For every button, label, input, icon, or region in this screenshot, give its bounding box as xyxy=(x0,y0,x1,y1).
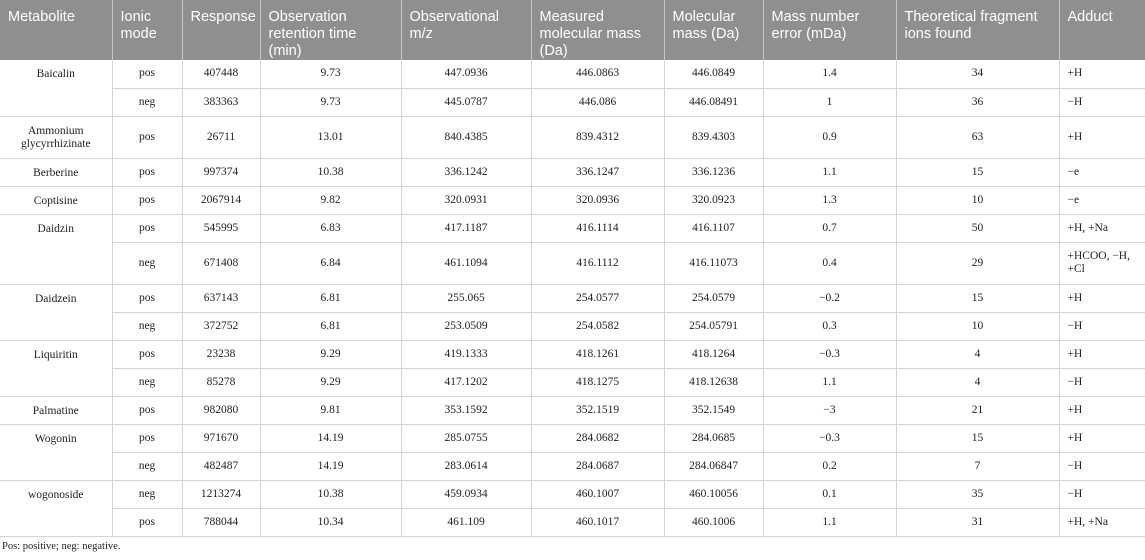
table-cell: 21 xyxy=(896,396,1059,424)
table-cell: 1.3 xyxy=(763,186,896,214)
table-cell: −3 xyxy=(763,396,896,424)
table-cell: 34 xyxy=(896,60,1059,88)
table-row xyxy=(0,284,1145,312)
table-cell: 0.4 xyxy=(763,242,896,284)
table-cell: −H xyxy=(1059,480,1145,508)
table-cell: 445.0787 xyxy=(401,88,531,116)
table-cell: 840.4385 xyxy=(401,116,531,158)
table-cell: 416.11073 xyxy=(664,242,763,284)
table-cell: 352.1519 xyxy=(531,396,664,424)
table-cell: 63 xyxy=(896,116,1059,158)
table-cell: 320.0931 xyxy=(401,186,531,214)
table-row xyxy=(0,396,1145,424)
metabolite-name-cell: Baicalin xyxy=(0,60,112,116)
table-cell: pos xyxy=(112,396,182,424)
table-cell: 1.1 xyxy=(763,368,896,396)
table-row xyxy=(0,368,1145,396)
table-cell: +H xyxy=(1059,340,1145,368)
table-cell: 31 xyxy=(896,508,1059,536)
table-cell: +H xyxy=(1059,60,1145,88)
header-ionic-mode: Ionic mode xyxy=(112,0,182,60)
table-cell: 1 xyxy=(763,88,896,116)
table-cell: 0.3 xyxy=(763,312,896,340)
table-cell: 14.19 xyxy=(260,452,401,480)
table-cell: 9.29 xyxy=(260,368,401,396)
table-cell: 9.73 xyxy=(260,88,401,116)
table-cell: 1.1 xyxy=(763,508,896,536)
table-cell: 982080 xyxy=(182,396,260,424)
table-cell: 4 xyxy=(896,368,1059,396)
table-cell: 460.1017 xyxy=(531,508,664,536)
table-cell: 85278 xyxy=(182,368,260,396)
table-cell: neg xyxy=(112,312,182,340)
table-cell: +H, +Na xyxy=(1059,214,1145,242)
table-cell: 352.1549 xyxy=(664,396,763,424)
table-cell: 447.0936 xyxy=(401,60,531,88)
metabolite-name-cell: Palmatine xyxy=(0,396,112,424)
header-fragment-ions: Theoretical fragment ions found xyxy=(896,0,1059,60)
table-cell: 971670 xyxy=(182,424,260,452)
table-cell: 460.1007 xyxy=(531,480,664,508)
table-row xyxy=(0,214,1145,242)
table-row xyxy=(0,480,1145,508)
table-cell: +H xyxy=(1059,116,1145,158)
table-cell: 461.1094 xyxy=(401,242,531,284)
table-cell: 461.109 xyxy=(401,508,531,536)
header-observational-mz: Observational m/z xyxy=(401,0,531,60)
table-cell: 15 xyxy=(896,158,1059,186)
metabolite-name-cell: Daidzein xyxy=(0,284,112,340)
table-cell: −e xyxy=(1059,186,1145,214)
table-row xyxy=(0,116,1145,158)
table-cell: 9.82 xyxy=(260,186,401,214)
table-cell: 254.0577 xyxy=(531,284,664,312)
table-cell: 407448 xyxy=(182,60,260,88)
metabolite-name-cell: Berberine xyxy=(0,158,112,186)
table-cell: 29 xyxy=(896,242,1059,284)
table-cell: neg xyxy=(112,452,182,480)
table-cell: 839.4303 xyxy=(664,116,763,158)
table-cell: pos xyxy=(112,508,182,536)
table-cell: pos xyxy=(112,158,182,186)
table-cell: 459.0934 xyxy=(401,480,531,508)
header-response: Response xyxy=(182,0,260,60)
table-cell: 23238 xyxy=(182,340,260,368)
table-cell: pos xyxy=(112,284,182,312)
table-cell: 283.0614 xyxy=(401,452,531,480)
table-cell: 15 xyxy=(896,424,1059,452)
table-cell: neg xyxy=(112,368,182,396)
table-cell: 460.10056 xyxy=(664,480,763,508)
table-cell: 6.81 xyxy=(260,284,401,312)
table-cell: 1.4 xyxy=(763,60,896,88)
table-cell: 446.08491 xyxy=(664,88,763,116)
table-cell: 419.1333 xyxy=(401,340,531,368)
table-cell: pos xyxy=(112,424,182,452)
table-cell: 320.0936 xyxy=(531,186,664,214)
table-row xyxy=(0,340,1145,368)
table-cell: 418.1261 xyxy=(531,340,664,368)
table-cell: 2067914 xyxy=(182,186,260,214)
table-cell: −H xyxy=(1059,312,1145,340)
header-measured-mass: Measured molecular mass (Da) xyxy=(531,0,664,60)
table-cell: 320.0923 xyxy=(664,186,763,214)
table-cell: 255.065 xyxy=(401,284,531,312)
table-cell: 284.0687 xyxy=(531,452,664,480)
table-cell: 254.0579 xyxy=(664,284,763,312)
table-cell: 545995 xyxy=(182,214,260,242)
table-cell: 0.1 xyxy=(763,480,896,508)
table-cell: 10 xyxy=(896,186,1059,214)
table-cell: 416.1114 xyxy=(531,214,664,242)
table-cell: neg xyxy=(112,480,182,508)
table-cell: 6.83 xyxy=(260,214,401,242)
table-row xyxy=(0,424,1145,452)
table-cell: 460.1006 xyxy=(664,508,763,536)
table-cell: 418.1275 xyxy=(531,368,664,396)
table-cell: 383363 xyxy=(182,88,260,116)
table-cell: 26711 xyxy=(182,116,260,158)
table-cell: neg xyxy=(112,88,182,116)
table-cell: 839.4312 xyxy=(531,116,664,158)
table-cell: 254.05791 xyxy=(664,312,763,340)
table-cell: 284.0682 xyxy=(531,424,664,452)
table-row xyxy=(0,88,1145,116)
table-cell: 1213274 xyxy=(182,480,260,508)
table-cell: 253.0509 xyxy=(401,312,531,340)
table-cell: 6.81 xyxy=(260,312,401,340)
metabolite-name-cell: wogonoside xyxy=(0,480,112,536)
table-cell: 50 xyxy=(896,214,1059,242)
header-molecular-mass: Molecular mass (Da) xyxy=(664,0,763,60)
table-body xyxy=(0,60,1145,536)
table-cell: 285.0755 xyxy=(401,424,531,452)
metabolite-name-cell: Wogonin xyxy=(0,424,112,480)
metabolite-name-cell: Liquiritin xyxy=(0,340,112,396)
table-cell: 14.19 xyxy=(260,424,401,452)
table-cell: 10.38 xyxy=(260,480,401,508)
header-retention-time: Observation retention time (min) xyxy=(260,0,401,60)
table-cell: 0.9 xyxy=(763,116,896,158)
table-cell: 9.73 xyxy=(260,60,401,88)
table-cell: 418.12638 xyxy=(664,368,763,396)
table-cell: 416.1112 xyxy=(531,242,664,284)
table-row xyxy=(0,508,1145,536)
table-cell: −H xyxy=(1059,368,1145,396)
table-footnote: Pos: positive; neg: negative. xyxy=(2,540,121,552)
table-cell: pos xyxy=(112,60,182,88)
table-row xyxy=(0,452,1145,480)
table-cell: −H xyxy=(1059,88,1145,116)
table-cell: +H xyxy=(1059,284,1145,312)
table-cell: pos xyxy=(112,116,182,158)
table-cell: 416.1107 xyxy=(664,214,763,242)
header-mass-error: Mass number error (mDa) xyxy=(763,0,896,60)
header-row xyxy=(0,0,1145,60)
table-cell: 418.1264 xyxy=(664,340,763,368)
table-row xyxy=(0,158,1145,186)
metabolite-name-cell: Ammonium glycyrrhizinate xyxy=(0,116,112,158)
table-cell: 997374 xyxy=(182,158,260,186)
table-cell: 446.0849 xyxy=(664,60,763,88)
table-cell: 10.34 xyxy=(260,508,401,536)
table-cell: 10 xyxy=(896,312,1059,340)
table-cell: pos xyxy=(112,340,182,368)
table-cell: 446.086 xyxy=(531,88,664,116)
header-adduct: Adduct xyxy=(1059,0,1145,60)
metabolite-name-cell: Coptisine xyxy=(0,186,112,214)
table-cell: −0.3 xyxy=(763,340,896,368)
table-cell: pos xyxy=(112,186,182,214)
table-cell: 336.1236 xyxy=(664,158,763,186)
table-cell: 336.1247 xyxy=(531,158,664,186)
table-cell: 9.81 xyxy=(260,396,401,424)
table-cell: +H, +Na xyxy=(1059,508,1145,536)
table-cell: 6.84 xyxy=(260,242,401,284)
table-cell: 7 xyxy=(896,452,1059,480)
table-cell: 0.7 xyxy=(763,214,896,242)
table-row xyxy=(0,242,1145,284)
table-cell: −0.3 xyxy=(763,424,896,452)
table-cell: 4 xyxy=(896,340,1059,368)
table-row xyxy=(0,186,1145,214)
table-cell: +H xyxy=(1059,396,1145,424)
table-cell: 36 xyxy=(896,88,1059,116)
table-cell: 254.0582 xyxy=(531,312,664,340)
table-cell: 35 xyxy=(896,480,1059,508)
table-cell: 637143 xyxy=(182,284,260,312)
table-cell: 15 xyxy=(896,284,1059,312)
table-cell: −H xyxy=(1059,452,1145,480)
table-cell: 284.06847 xyxy=(664,452,763,480)
table-cell: 482487 xyxy=(182,452,260,480)
table-cell: −0.2 xyxy=(763,284,896,312)
table-cell: neg xyxy=(112,242,182,284)
table-row xyxy=(0,312,1145,340)
table-cell: 0.2 xyxy=(763,452,896,480)
table-row xyxy=(0,60,1145,88)
header-metabolite: Metabolite xyxy=(0,0,112,60)
table-cell: 417.1202 xyxy=(401,368,531,396)
table-cell: 372752 xyxy=(182,312,260,340)
table-cell: 1.1 xyxy=(763,158,896,186)
table-cell: 788044 xyxy=(182,508,260,536)
table-cell: 671408 xyxy=(182,242,260,284)
table-cell: 10.38 xyxy=(260,158,401,186)
table-cell: 336.1242 xyxy=(401,158,531,186)
table-cell: 353.1592 xyxy=(401,396,531,424)
table-cell: 284.0685 xyxy=(664,424,763,452)
table-cell: 417.1187 xyxy=(401,214,531,242)
table-cell: 9.29 xyxy=(260,340,401,368)
table-cell: pos xyxy=(112,214,182,242)
table-cell: 13.01 xyxy=(260,116,401,158)
table-cell: −e xyxy=(1059,158,1145,186)
table-cell: +HCOO, −H, +Cl xyxy=(1059,242,1145,284)
table-cell: +H xyxy=(1059,424,1145,452)
table-cell: 446.0863 xyxy=(531,60,664,88)
metabolite-name-cell: Daidzin xyxy=(0,214,112,284)
